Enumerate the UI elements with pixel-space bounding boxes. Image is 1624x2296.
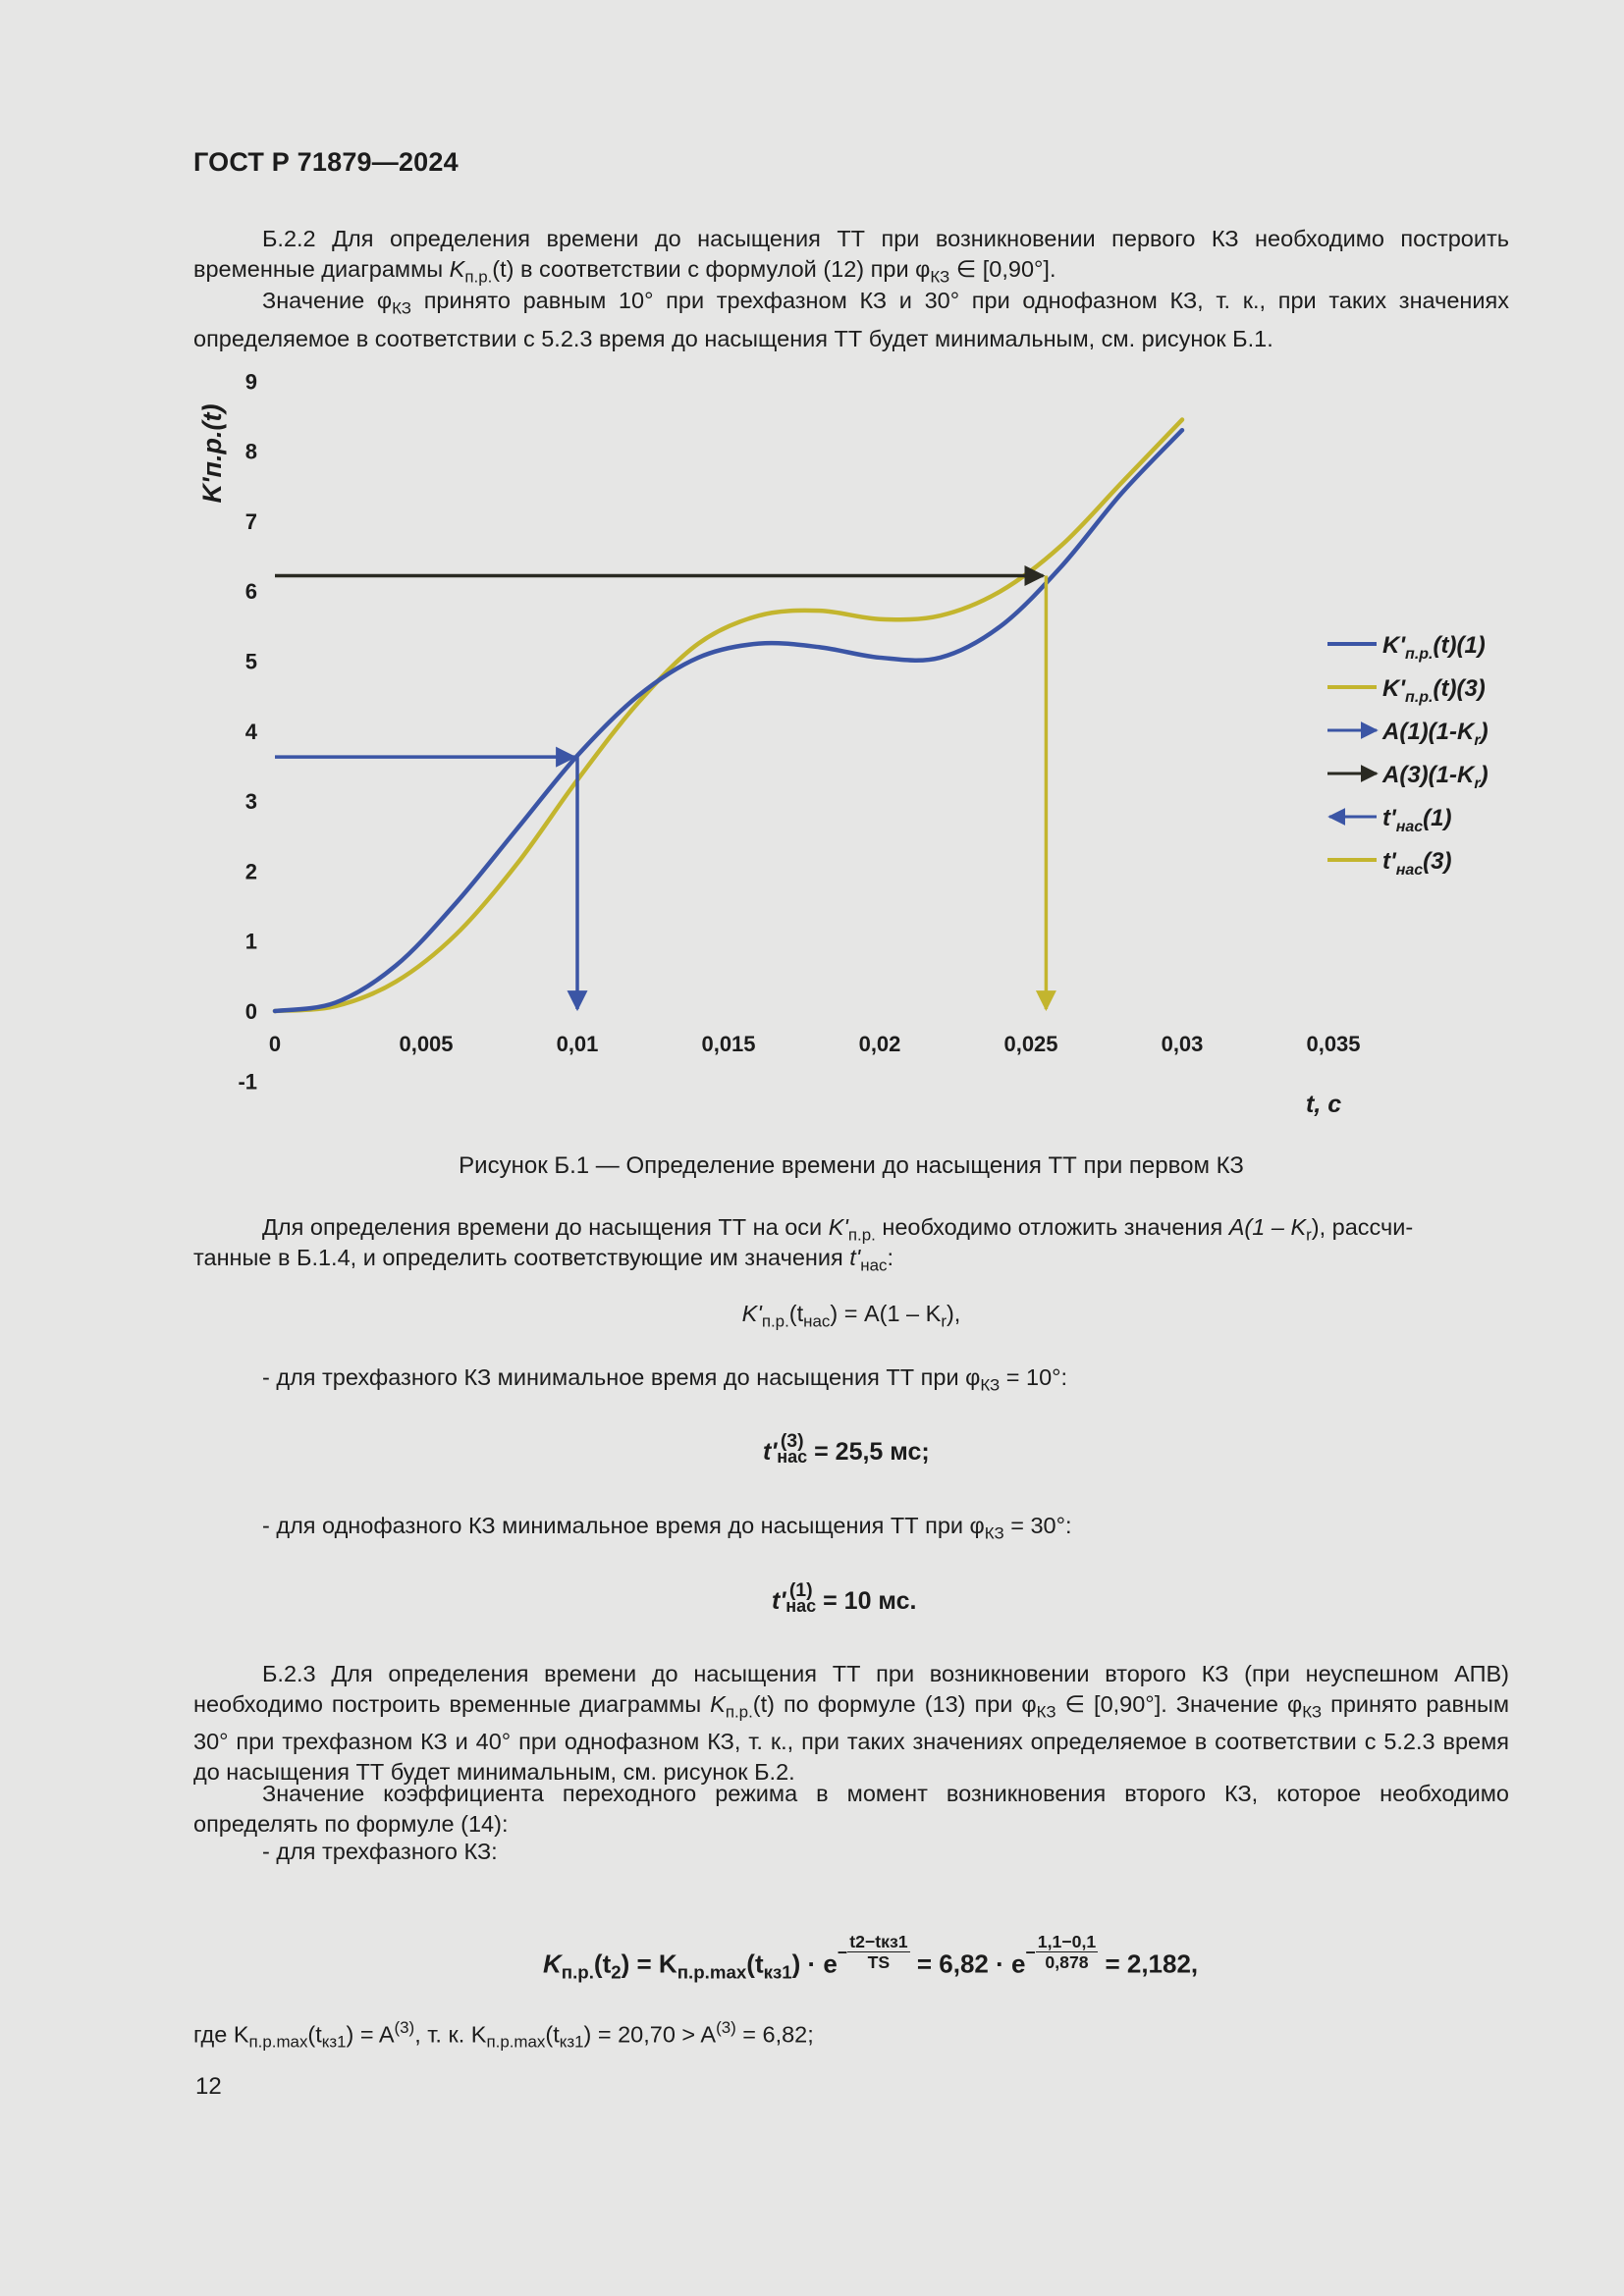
x-tick-label: 0 (268, 1032, 282, 1056)
chart-legend (1327, 632, 1489, 879)
bullet-three-phase: - для трехфазного КЗ минимальное время до насыщения ТТ при $\varphi_{КЗ} = 10^\circ$: (262, 1364, 1068, 1395)
y-tick-label: 4 (244, 719, 257, 744)
x-tick-label: 0,01 (556, 1032, 599, 1056)
legend-label: $t'_{нас}(1)$ (1382, 805, 1452, 835)
y-tick-label: 3 (244, 789, 257, 815)
y-tick-label: 7 (244, 508, 257, 534)
legend-label: $K'_{п.р.}(t)(1)$ (1382, 632, 1486, 663)
legend-item (1327, 675, 1486, 706)
y-tick-label: 2 (244, 859, 257, 884)
x-tick-label: 0,035 (1306, 1032, 1361, 1056)
figure-caption: Рисунок Б.1 — Определение времени до насыщения ТТ при первом КЗ (459, 1152, 1244, 1179)
legend-item (1327, 848, 1452, 879)
x-tick-label: 0,025 (1003, 1032, 1058, 1056)
x-tick-label: 0,005 (399, 1032, 454, 1056)
x-tick-label: 0,03 (1161, 1032, 1204, 1056)
legend-item (1327, 632, 1486, 663)
y-tick-label: 0 (244, 999, 257, 1024)
y-axis-label (197, 404, 227, 504)
page-number: 12 (195, 2073, 222, 2100)
svg-text:K'п.р.(t) (197, 404, 227, 504)
x-tick-label: 0,02 (858, 1032, 901, 1056)
y-axis-label-text: K'п.р.(t) (197, 403, 227, 504)
legend-label: $K'_{п.р.}(t)(3)$ (1382, 675, 1486, 706)
paragraph-b23: Б.2.3 Для определения времени до насыщения ТТ при возникновении второго КЗ (при неуспешном АПВ) необходимо построить временные диаграммы $K_{п.р.}(t)$ по формуле (13) при $\varphi_{КЗ}$ ∈ [0,90°]. Значение $\varphi_{КЗ}$ принято равным 30° при трехфазном КЗ и 40° при однофазном КЗ, т. к., при таких значениях определяемое в соответствии с 5.2.3 время до насыщения ТТ будет минимальным, см. рисунок Б.2. (193, 1661, 1510, 1785)
x-axis-label: t, с (1306, 1091, 1342, 1118)
legend-label: $t'_{нас}(3)$ (1382, 848, 1452, 879)
legend-item (1329, 805, 1452, 835)
paragraph-after-figure-2: танные в Б.1.4, и определить соответствующие им значения $t'_{нас}$: (193, 1245, 894, 1275)
chart-arrows (275, 576, 1046, 1009)
y-tick-label: 1 (244, 929, 257, 954)
legend-label: $A(1)(1-K_r)$ (1382, 719, 1489, 749)
paragraph-where: где $K_{п.р.max}(t_{кз1}) = A^{(3)}$, т. к. $K_{п.р.max}(t_{кз1}) = 20,70 > A^{(3)} = 6,82$; (193, 2018, 814, 2052)
formula-t-sat-3: t' (3) нас = 25,5 мс; (763, 1430, 930, 1467)
paragraph-b23-coefficient: Значение коэффициента переходного режима в момент возникновения второго КЗ, которое необходимо определять по формуле (14): (193, 1781, 1509, 1837)
bullet-single-phase: - для однофазного КЗ минимальное время до насыщения ТТ при $\varphi_{КЗ} = 30^\circ$: (262, 1513, 1072, 1543)
axis-ticks (238, 369, 1360, 1094)
formula-t-sat-1: t' (1) нас = 10 мс. (772, 1579, 917, 1616)
y-tick-label: 5 (244, 649, 257, 674)
saturation-time-chart (191, 363, 1507, 1129)
paragraph-b22-phi: Значение $\varphi_{КЗ}$ принято равным 10° при трехфазном КЗ и 30° при однофазном КЗ, т. к., при таких значениях определяемое в соответствии с 5.2.3 время до насыщения ТТ будет минимальным, см. рисунок Б.1. (193, 288, 1509, 351)
standard-code-header: ГОСТ Р 71879—2024 (193, 147, 459, 177)
formula-transient-coefficient: $K_{п.р.}(t_2) = K_{п.р.max}(t_{кз1}) \cdot e-$ t2−tкз1 TS = 6,82 · e− $\frac{1,1-0,1}{0,878}$ = 2,182, (543, 1932, 1199, 1983)
y-tick-label: 9 (244, 369, 257, 395)
paragraph-b22: Б.2.2 Для определения времени до насыщения ТТ при возникновении первого КЗ необходимо построить временные диаграммы $K_{п.р.}(t)$ в соответствии с формулой (12) при $\varphi_{КЗ}$ ∈ [0,90°]. (193, 226, 1509, 286)
y-tick-label: -1 (238, 1069, 257, 1095)
legend-item (1327, 719, 1489, 749)
paragraph-after-figure: Для определения времени до насыщения ТТ на оси $K'_{п.р.}$ необходимо отложить значения $A(1 - K_r)$, рассчи- (262, 1214, 1414, 1245)
legend-item (1327, 762, 1489, 792)
equation-saturation-condition: $K'_{п.р.}(t_{нас}) = A(1 - K_r)$, (741, 1301, 961, 1331)
y-tick-label: 6 (244, 579, 257, 605)
y-tick-label: 8 (244, 439, 257, 464)
x-tick-label: 0,015 (701, 1032, 756, 1056)
bullet-three-phase-2: - для трехфазного КЗ: (262, 1839, 498, 1864)
legend-label: $A(3)(1-K_r)$ (1382, 762, 1489, 792)
